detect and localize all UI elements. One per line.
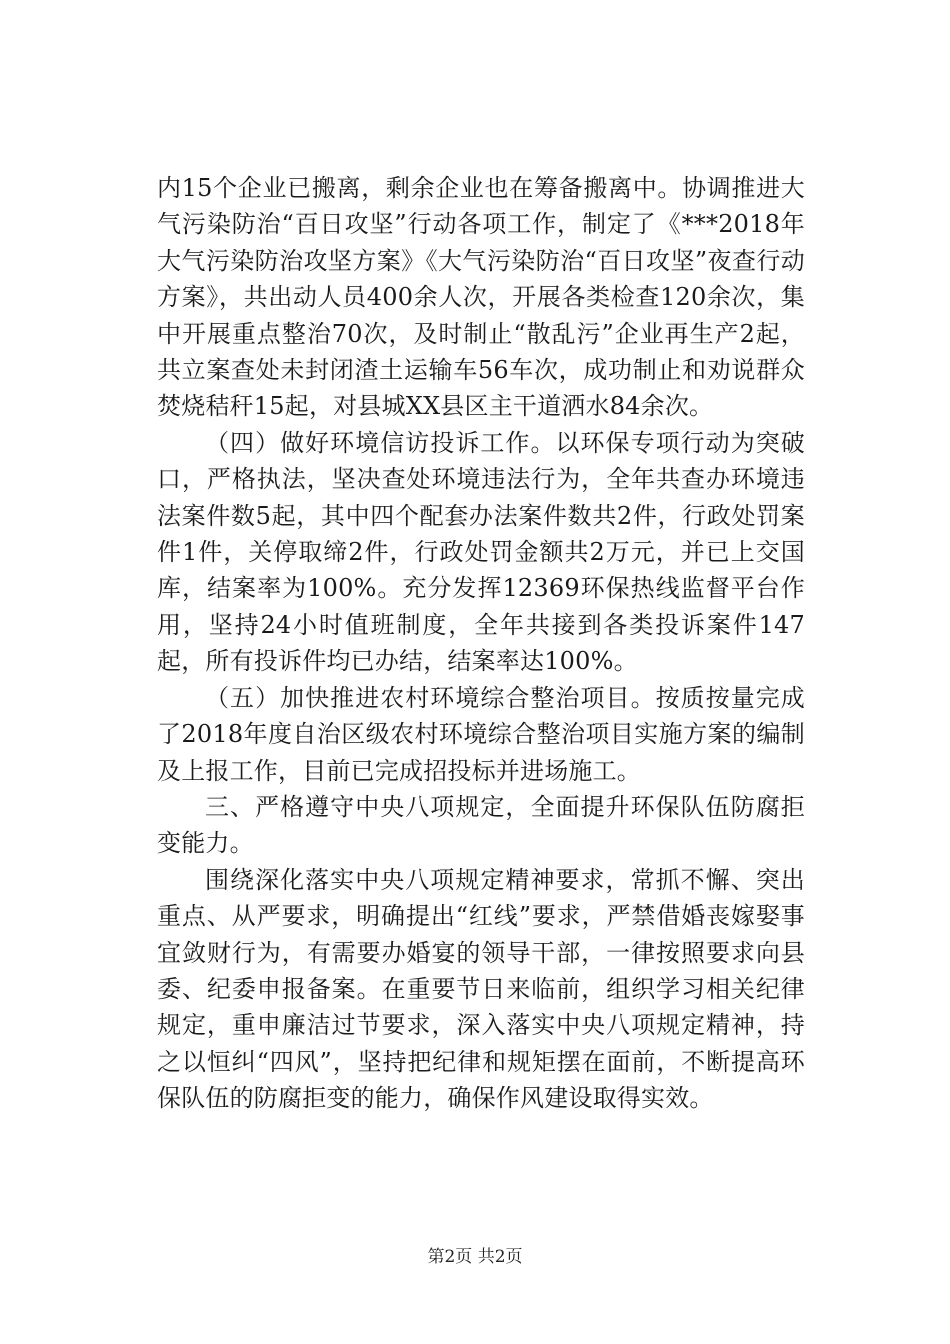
page-footer: 第2页 共2页 (427, 1247, 523, 1267)
paragraph-section-five: （五）加快推进农村环境综合整治项目。按质按量完成了2018年度自治区级农村环境综合整治项目实施方案的编制及上报工作，目前已完成招投标并进场施工。 (157, 683, 805, 785)
paragraph-section-three-body: 围绕深化落实中央八项规定精神要求，常抓不懈、突出重点、从严要求，明确提出“红线”要求，严禁借婚丧嫁娶事宜敛财行为，有需要办婚宴的领导干部，一律按照要求向县委、纪委申报备案。在重要节日来临前，组织学习相关纪律规定，重申廉洁过节要求，深入落实中央八项规定精神，持之以恒纠“四风”，坚持把纪律和规矩摆在面前，不断提高环保队伍的防腐拒变的能力，确保作风建设取得实效。 (157, 865, 805, 1113)
heading-section-three: 三、严格遵守中央八项规定，全面提升环保队伍防腐拒变能力。 (157, 792, 805, 858)
paragraph-continuation: 内15个企业已搬离，剩余企业也在筹备搬离中。协调推进大气污染防治“百日攻坚”行动各项工作，制定了《***2018年大气污染防治攻坚方案》《大气污染防治“百日攻坚”夜查行动方案》，共出动人员400余人次，开展各类检查120余次，集中开展重点整治70次，及时制止“散乱污”企业再生产2起，共立案查处未封闭渣土运输车56车次，成功制止和劝说群众焚烧秸秆15起，对县城XX县区主干道洒水84余次。 (157, 174, 805, 421)
document-body (157, 170, 805, 1117)
paragraph-section-four: （四）做好环境信访投诉工作。以环保专项行动为突破口，严格执法，坚决查处环境违法行为，全年共查办环境违法案件数5起，其中四个配套办法案件数共2件，行政处罚案件1件，关停取缔2件，行政处罚金额共2万元，并已上交国库，结案率为100%。充分发挥12369环保热线监督平台作用，坚持24小时值班制度，全年共接到各类投诉案件147起，所有投诉件均已办结，结案率达100%。 (157, 428, 805, 676)
